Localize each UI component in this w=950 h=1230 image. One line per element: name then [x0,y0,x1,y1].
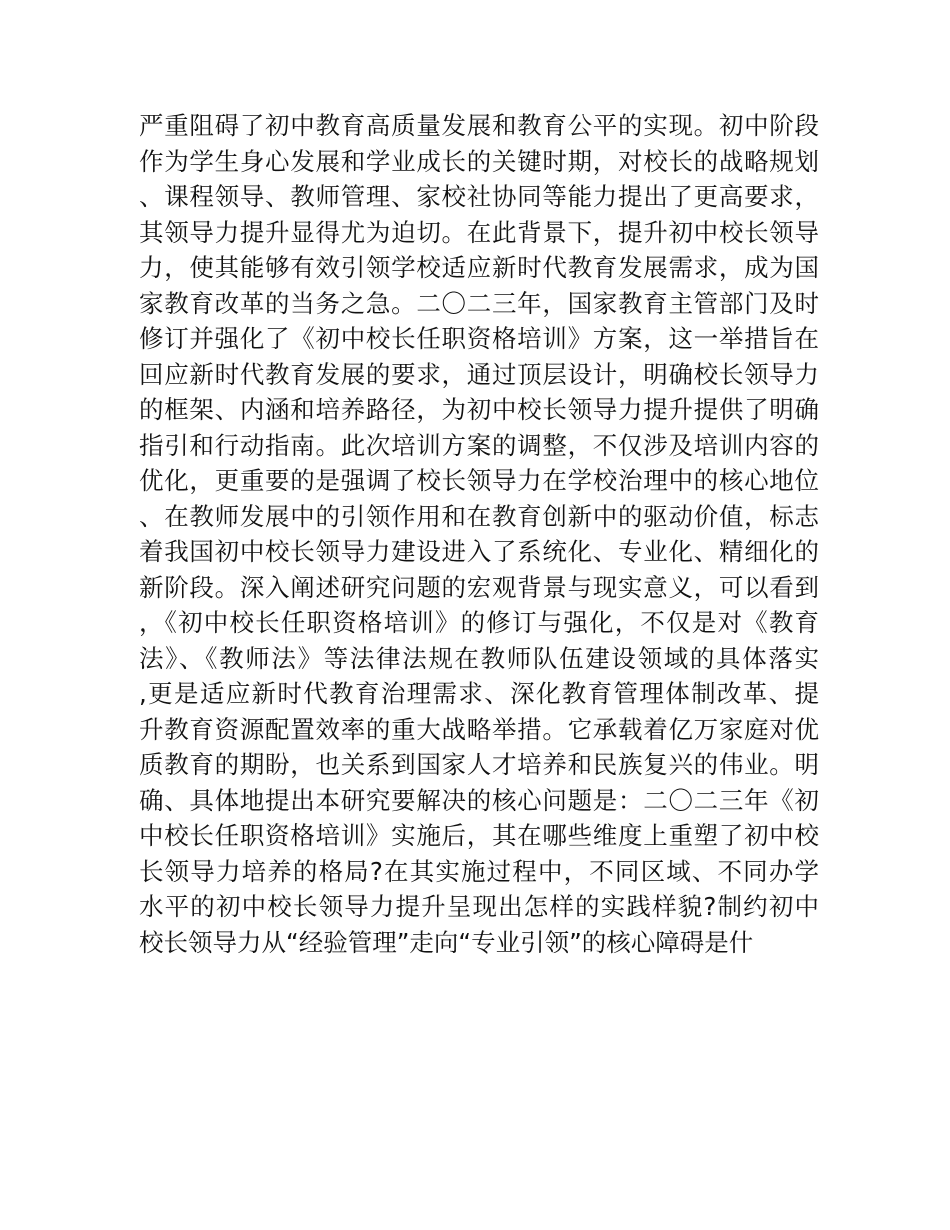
text-line-9: 的框架、内涵和培养路径，为初中校长领导力提升提供了明确 [139,395,819,424]
text-line-8: 回应新时代教育发展的要求，通过顶层设计，明确校长领导力 [139,359,819,389]
text-line-19: 质教育的期盼，也关系到国家人才培养和民族复兴的伟业。明 [139,750,819,779]
text-line-12: 、在教师发展中的引领作用和在教育创新中的驱动价值，标志 [139,501,819,531]
text-line-4: 其领导力提升显得尤为迫切。在此背景下，提升初中校长领导 [139,217,819,247]
text-line-7: 修订并强化了《初中校长任职资格培训》方案，这一举措旨在 [139,324,819,353]
text-line-2: 作为学生身心发展和学业成长的关键时期，对校长的战略规划 [139,146,819,176]
text-line-13: 着我国初中校长领导力建设进入了系统化、专业化、精细化的 [139,537,819,566]
text-line-10: 指引和行动指南。此次培训方案的调整，不仅涉及培训内容的 [139,430,819,460]
text-line-15: ，《初中校长任职资格培训》的修订与强化，不仅是对《教育 [139,608,819,637]
text-line-3: 、课程领导、教师管理、家校社协同等能力提出了更高要求， [139,182,819,211]
text-line-17: ,更是适应新时代教育治理需求、深化教育管理体制改革、提 [139,679,819,708]
text-line-1: 严重阻碍了初中教育高质量发展和教育公平的实现。初中阶段 [139,111,819,140]
text-line-5: 力，使其能够有效引领学校适应新时代教育发展需求，成为国 [139,253,819,282]
text-line-6: 家教育改革的当务之急。二〇二三年，国家教育主管部门及时 [139,288,819,318]
text-line-22: 长领导力培养的格局?在其实施过程中，不同区域、不同办学 [139,856,819,886]
text-line-11: 优化，更重要的是强调了校长领导力在学校治理中的核心地位 [139,466,819,495]
text-line-24: 校长领导力从“经验管理”走向“专业引领”的核心障碍是什 [139,927,754,957]
text-line-14: 新阶段。深入阐述研究问题的宏观背景与现实意义，可以看到 [139,572,819,602]
text-line-16: 法》、《教师法》等法律法规在教师队伍建设领域的具体落实 [139,643,819,673]
text-line-18: 升教育资源配置效率的重大战略举措。它承载着亿万家庭对优 [139,714,819,744]
body-text [139,108,819,960]
text-line-20: 确、具体地提出本研究要解决的核心问题是：二〇二三年《初 [139,785,819,815]
text-line-23: 水平的初中校长领导力提升呈现出怎样的实践样貌?制约初中 [139,892,819,921]
text-line-21: 中校长任职资格培训》实施后，其在哪些维度上重塑了初中校 [139,821,819,850]
